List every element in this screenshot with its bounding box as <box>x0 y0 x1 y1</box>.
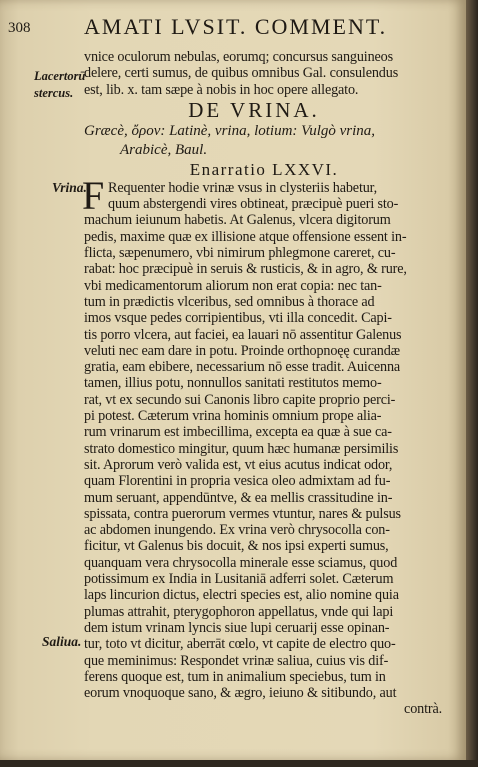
text-line: eorum vnoquoque sano, & ægro, ieiuno & sitibundo, aut <box>84 685 397 702</box>
text-line: veluti nec eam dare in potu. Proinde orthopnoęę curandæ <box>84 342 400 359</box>
text-line: tamen, illius potu, nonnullos sanitati restitutos memo- <box>84 375 382 392</box>
page-edge-shadow <box>466 0 478 767</box>
running-head: AMATI LVSIT. COMMENT. <box>84 14 388 39</box>
text-line: ficitur, vt Galenus bis docuit, & nos ipsi experti sumus, <box>84 538 389 555</box>
text-line: ac abdomen inungendo. Ex vrina verò chrysocolla con- <box>84 522 390 539</box>
text-line: quum abstergendi vires obtineat, præcipuè pueri sto- <box>108 196 399 213</box>
text-line: pedis, maxime quæ ex illisione atque offensione essent in- <box>84 228 407 245</box>
text-line: tis porro vlcera, aut faciei, ea lauari nō assentitur Galenus <box>84 326 402 343</box>
text-line: imos vsque pedes corripientibus, vti illa concedit. Capi- <box>84 310 392 327</box>
text-line: que meminimus: Respondet vrinæ saliua, cuius vis dif- <box>84 652 389 669</box>
text-line: rum vrinarum est imbecillima, excepta ea quæ à sue ca- <box>84 424 392 441</box>
text-line: pi potest. Cæterum vrina hominis omnium prope alia- <box>84 408 382 425</box>
text-line: quam Florentini in propria vesica oleo admixtam ad fu- <box>84 473 391 490</box>
text-line: tur, toto vt dicitur, aberrāt cœlo, vt capite de electro quo- <box>84 636 396 653</box>
text-line: spissata, contra puerorum vermes vtuntur, nares & pulsus <box>84 505 401 522</box>
first-paragraph <box>82 172 452 218</box>
text-line: laps lincurion dictus, electri species est, alio nomine quia <box>84 587 399 604</box>
text-line: potissimum ex India in Lusitaniā adferri solet. Cæterum <box>84 571 394 588</box>
text-line: rat, vt ex secundo sui Canonis libro capite proprio perci- <box>84 391 396 408</box>
text-line: ferens quoque est, tum in animalium speciebus, tum in <box>84 668 386 685</box>
text-line: vnice oculorum nebulas, eorumq; concursus sanguineos <box>84 49 393 65</box>
text-line: flicta, sæpenumero, vbi nimirum phlegmone careret, cu- <box>84 245 396 262</box>
margin-note-vrina: Vrina. <box>52 180 87 195</box>
text-line: delere, certi sumus, de quibus omnibus Gal. consulendus <box>84 65 399 82</box>
synonyms-line: Græcè, ὄρον: Latinè, vrina, lotium: Vulgò vrina, <box>84 122 376 139</box>
synonyms-line: Arabicè, Baul. <box>120 141 208 158</box>
text-line: tum in prædictis vlceribus, sed omnibus à thorace ad <box>84 293 375 310</box>
text-block <box>84 49 452 718</box>
enarratio-heading: Enarratio LXXVI. <box>189 159 339 179</box>
text-line: sit. Aprorum verò valida est, vt eius acutus indicat odor, <box>84 456 393 473</box>
catchword: contrà. <box>404 701 442 718</box>
section-title: DE VRINA. <box>188 97 320 122</box>
text-line: vbi medicamentorum aliorum non erat copia: nec tan- <box>84 277 382 294</box>
text-line: mum seruant, appendūntve, & ea mellis crassitudine in- <box>84 489 393 506</box>
margin-note-lacerti: Lacertorū <box>34 69 86 83</box>
text-line: strato domestico mingitur, quum hæc humanæ persimilis <box>84 440 399 457</box>
margin-note-stercus: stercus. <box>34 86 74 100</box>
text-line: est, lib. x. tam sæpe à nobis in hoc opere allegato. <box>84 81 359 98</box>
text-line: quanquam vera chrysocolla minerale esse sciamus, quod <box>84 554 398 571</box>
text-line: machum ieiunum habetis. At Galenus, vlcera digitorum <box>84 212 391 229</box>
page-number: 308 <box>8 20 31 36</box>
margin-note-saliua: Saliua. <box>42 634 82 649</box>
page-bottom-edge <box>0 760 478 767</box>
body-lines <box>84 212 452 701</box>
text-line: Requenter hodie vrinæ vsus in clysteriis habetur, <box>108 179 378 196</box>
drop-cap: F <box>82 172 105 218</box>
text-line: rabat: hoc præcipuè in seruis & rusticis, & in agro, & rure, <box>84 261 407 278</box>
text-line: gratia, eam ebibere, necessarium nō esse tradit. Auicenna <box>84 359 401 376</box>
text-line: plumas attrahit, pterygophoron appellatus, vnde qui lapi <box>84 603 394 620</box>
text-line: dem istum vrinam lyncis siue lupi ceruarij esse opinan- <box>84 619 390 636</box>
